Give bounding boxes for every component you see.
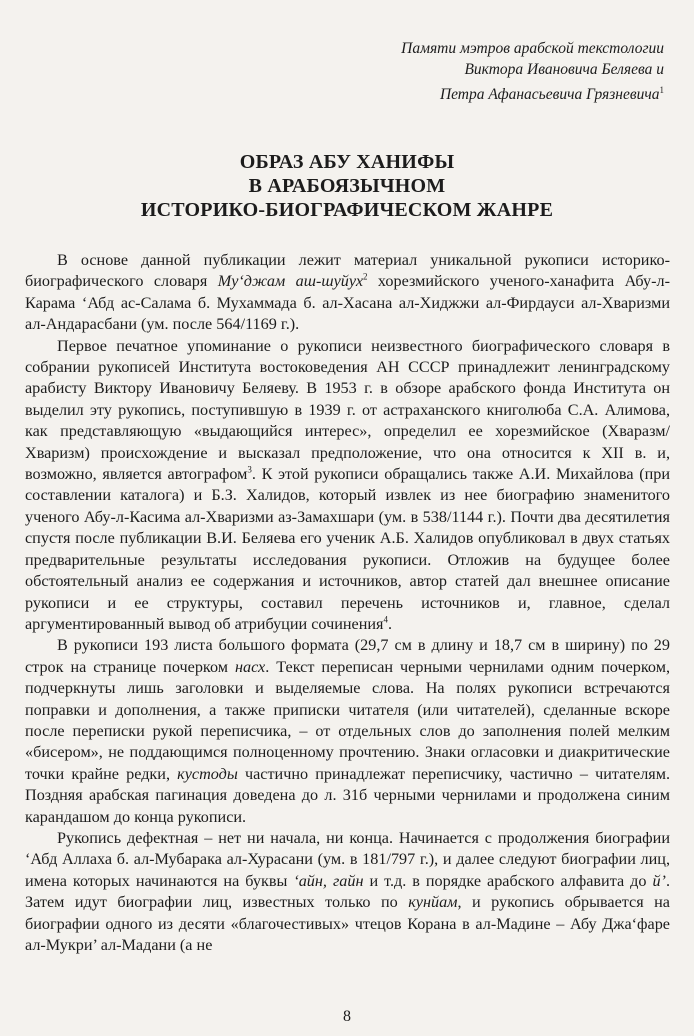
- paragraph: Рукопись дефектная – нет ни начала, ни конца. Начинается с продолжения биографии ‘Абд Аллаха б. ал-Мубарака ал-Хурасани (ум. в 181/797 г.), и далее следуют биографии лиц, имена которых начинаются на буквы ‘айн, гайн и т.д. в порядке арабского алфавита до й’. Затем идут биографии лиц, известных только по кунйам, и рукопись обрывается на биографии одного из десяти «благочестивых» чтецов Корана в ал-Мадине – Абу Джа‘фаре ал-Мукри’ ал-Мадани (а не: [25, 828, 670, 954]
- footnote-ref[interactable]: 3: [247, 464, 252, 475]
- dedication-line: Петра Афанасьевича Грязневича$^1$: [439, 85, 664, 104]
- article-body: [25, 250, 670, 956]
- paragraph: Первое печатное упоминание о рукописи неизвестного биографического словаря в собрании рукописей Института востоковедения АН СССР принадлежит ленинградскому арабисту Виктору Ивановичу Беляеву. В 1953 г. в обзоре арабского фонда Института он выделил эту рукопись, поступившую в 1939 г. от астраханского книголюба С.А. Алимова, как представляющую «выдающийся интерес», определил ее хорезмийское (Хваразм/Хваризм) происхождение и высказал предположение, что она относится к XII в. и, возможно, является автографом$^3$. К этой рукописи обращались также А.И. Михайлова (при составлении каталога) и Б.З. Халидов, который извлек из нее биографию знаменитого ученого Абу-л-Касима ал-Хваризми аз-Замахшари (ум. в 538/1144 г.). Почти два десятилетия спустя после публикации В.И. Беляева его ученик А.Б. Халидов опубликовал в двух статьях предварительные результаты исследования рукописи. Отложив на будущее более обстоятельный анализ ее содержания и источников, автор статей дал внешнее описание рукописи и ее структуры, составил перечень источников и, главное, сделал аргументированный вывод об атрибуции сочинения$^4$.: [25, 336, 671, 633]
- page-number: 8: [343, 1008, 351, 1025]
- title-line: В АРАБОЯЗЫЧНОМ: [248, 175, 446, 197]
- article-title: [40, 150, 654, 222]
- footnote-ref[interactable]: 2: [363, 272, 368, 283]
- title-line: ОБРАЗ АБУ ХАНИФЫ: [239, 151, 455, 173]
- dedication-line: Памяти мэтров арабской текстологии: [401, 40, 664, 57]
- paragraph: В рукописи 193 листа большого формата (29,7 см в длину и 18,7 см в ширину) по 29 строк на странице почерком насх. Текст переписан черными чернилами одним почерком, подчеркнуты лишь заголовки и выделяемые слова. На полях рукописи встречаются поправки и дополнения, а также приписки читателя (или читателей), сделанные вскоре после переписки рукой переписчика, – от отдельных слов до заполнения полей мелким «бисером», не поддающимся полноценному прочтению. Знаки огласовки и диакритические точки крайне редки, кустоды частично принадлежат переписчику, частично – читателям. Поздняя арабская пагинация доведена до л. 31б черными чернилами и продолжена синим карандашом до конца рукописи.: [25, 636, 671, 826]
- dedication-line: Виктора Ивановича Беляева и: [464, 61, 664, 78]
- footnote-ref[interactable]: 1: [659, 85, 664, 95]
- title-line: ИСТОРИКО-БИОГРАФИЧЕСКОМ ЖАНРЕ: [140, 199, 554, 221]
- dedication: [244, 38, 664, 105]
- paragraph: В основе данной публикации лежит материал уникальной рукописи историко-биографического словаря Му‘джам аш-шуйух$^2$ хорезмийского ученого-ханафита Абу-л-Карама ‘Абд ас-Салама б. Мухаммада б. ал-Хасана ал-Хиджжи ал-Фирдауси ал-Хваризми ал-Андарасбани (ум. после 564/1169 г.).: [25, 251, 671, 334]
- footnote-ref[interactable]: 4: [383, 614, 389, 625]
